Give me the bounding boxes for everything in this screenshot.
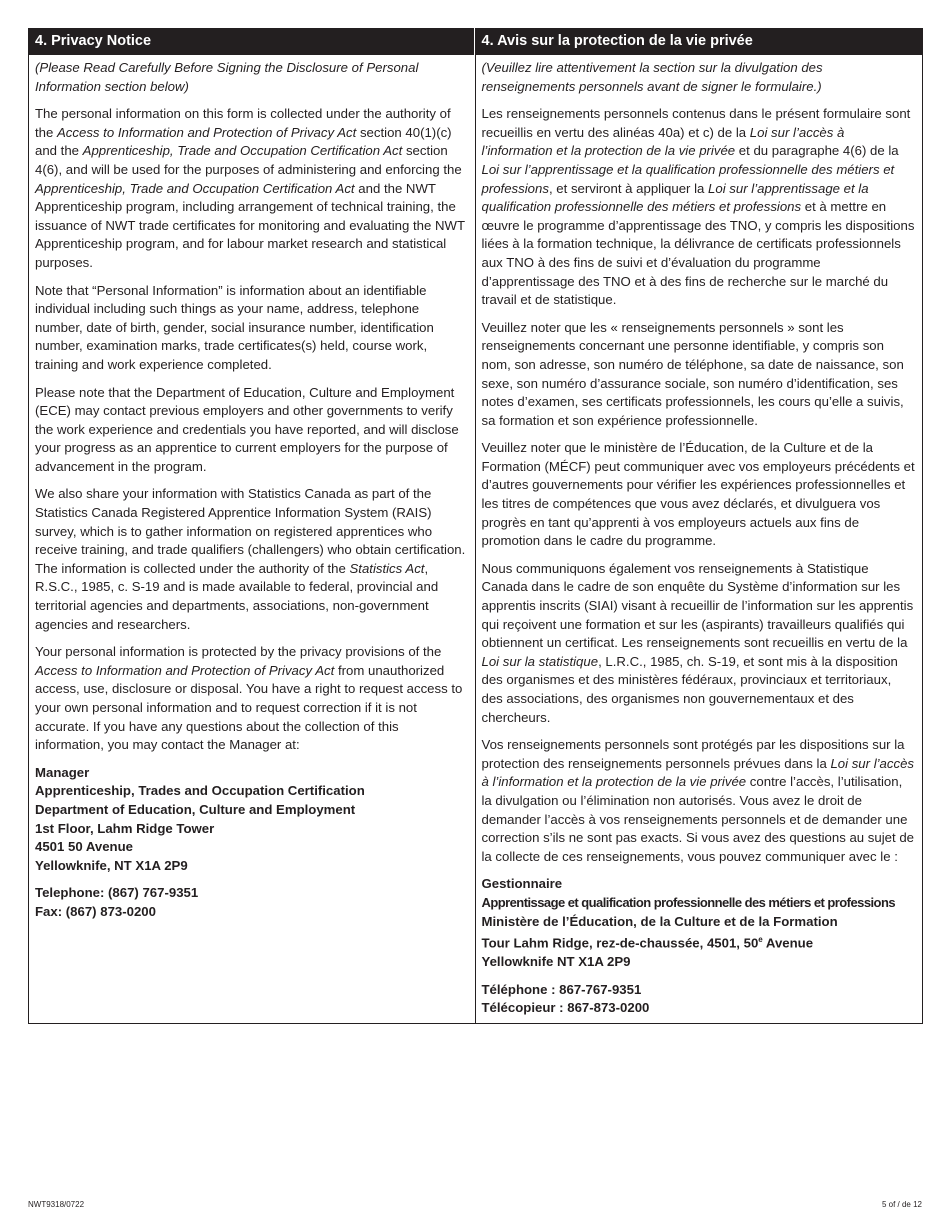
french-section-header: 4. Avis sur la protection de la vie privée bbox=[476, 28, 923, 55]
form-number: NWT9318/0722 bbox=[28, 1200, 85, 1209]
english-contact-address: Manager Apprenticeship, Trades and Occupation Certification Department of Education, Culture and Employment 1st Floor, Lahm Ridge Tower 4501 50 Avenue Yellowknife, NT X1A 2P9 bbox=[35, 764, 365, 873]
french-contact-address: Gestionnaire Apprentissage et qualification professionnelle des métiers et professions Ministère de l’Éducation, de la Culture et de la Formation Tour Lahm Ridge, rez-de-chaussée, 4501, 50e Avenue Yellowknife NT X1A 2P9 bbox=[481, 876, 896, 970]
page-number: 5 of / de 12 bbox=[881, 1200, 922, 1209]
french-intro: (Veuillez lire attentivement la section sur la divulgation des renseignements personnels avant de signer le formulaire.) bbox=[481, 60, 823, 94]
french-paragraph-collection-authority: Les renseignements personnels contenus dans le présent formulaire sont recueillis en vertu des alinéas 40a) et c) de la Loi sur l’accès à l’information et la protection de la vie privée et du paragraphe 4(6) de la Loi sur l’apprentissage et la qualification professionnelle des métiers et professions, et serviront à appliquer la Loi sur l’apprentissage et la qualification professionnelle des métiers et professions et à mettre en œuvre le programme d’apprentissage des TNO, y compris les dispositions liées à la formation technique, la délivrance de certificats professionnels aux TNO à des fins de suivi et d’évaluation du programme d’apprentissage des TNO et à des fins de recherche sur le marché du travail et de statistique. bbox=[481, 106, 915, 308]
french-paragraph-protection: Vos renseignements personnels sont protégés par les dispositions sur la protection des renseignements personnels prévues dans la Loi sur l’accès à l’information et la protection de la vie privée contre l’accès, l’utilisation, la divulgation ou l’élimination non autorisés. Vous avez le droit de demander l’accès à vos renseignements personnels et de demander une correction s’ils ne sont pas exacts. Si vous avez des questions au sujet de la collecte de ces renseignements, vous pouvez communiquer avec le : bbox=[481, 737, 915, 864]
french-paragraph-ece-contact: Veuillez noter que le ministère de l’Éducation, de la Culture et de la Formation (MÉCF) peut communiquer avec vos employeurs précédents et d’autres gouvernements pour vérifier les expériences professionnelles et les titres de compétences que vous avez déclarés, et divulguera vos progrès en tant qu’apprenti à vos employeurs actuels aux fins de promotion dans le cadre du programme. bbox=[481, 440, 915, 549]
english-paragraph-collection-authority: The personal information on this form is collected under the authority of the Access to Information and Protection of Privacy Act section 40(1)(c) and the Apprenticeship, Trade and Occupation Certification Act section 4(6), and will be used for the purposes of administering and enforcing the Apprenticeship, Trade and Occupation Certification Act and the NWT Apprenticeship program, including arrangement of technical training, the issuance of NWT trade certificates for monitoring and evaluating the NWT Apprenticeship program, and for labour market research and statistical purposes. bbox=[35, 106, 465, 270]
french-paragraph-personal-information: Veuillez noter que les « renseignements personnels » sont les renseignements concernant une personne identifiable, y compris son nom, son adresse, son numéro de téléphone, sa date de naissance, son sexe, son numéro d’assurance sociale, son numéro d’identification, ses notes d’examen, ses certificats professionnels, les cours qu’elle a suivis, sa formation et son expérience professionnelle. bbox=[481, 319, 904, 428]
french-column bbox=[476, 28, 923, 1023]
french-contact-phone-fax: Téléphone : 867-767-9351 Télécopieur : 867-873-0200 bbox=[481, 981, 650, 1016]
french-paragraph-statistics-canada: Nous communiquons également vos renseignements à Statistique Canada dans le cadre de son enquête du Système d’information sur les apprentis inscrits (SIAI) visant à recueillir de l’information sur les apprentis qui reçoivent une formation et sur les (aspirants) travailleurs qualifiés qui obtiennent un certificat. Les renseignements sont recueillis en vertu de la Loi sur la statistique, L.R.C., 1985, ch. S-19, et sont mis à la disposition des organismes et des ministères fédéraux, provinciaux et territoriaux, des associations, des organismes non gouvernementaux et des chercheurs. bbox=[481, 560, 914, 725]
english-intro: (Please Read Carefully Before Signing the Disclosure of Personal Information section below) bbox=[35, 60, 419, 94]
privacy-notice-table bbox=[28, 28, 923, 1024]
english-paragraph-ece-contact: Please note that the Department of Education, Culture and Employment (ECE) may contact previous employers and other governments to verify the work experience and credentials you have reported, and will disclose your progress as an apprentice to current employers for the purpose of advancement in the program. bbox=[35, 384, 459, 474]
english-contact-phone-fax: Telephone: (867) 767-9351 Fax: (867) 873-0200 bbox=[35, 885, 199, 919]
english-section-header: 4. Privacy Notice bbox=[29, 28, 475, 55]
english-paragraph-personal-information: Note that “Personal Information” is information about an identifiable individual including such things as your name, address, telephone number, date of birth, gender, social insurance number, identification number, examination marks, trade certificates(s) held, course work, training and work experience completed. bbox=[35, 282, 434, 372]
english-body bbox=[29, 55, 475, 927]
english-paragraph-protection: Your personal information is protected by the privacy provisions of the Access to Information and Protection of Privacy Act from unauthorized access, use, disclosure or disposal. You have a right to request access to your own personal information and to request correction if it is not accurate. If you have any questions about the collection of this information, you may contact the Manager at: bbox=[35, 644, 463, 753]
english-paragraph-statistics-canada: We also share your information with Statistics Canada as part of the Statistics Canada Registered Apprentice Information System (RAIS) survey, which is to gather information on registered apprentices who receive training, and trade qualifiers (challengers) who obtain certification. The information is collected under the authority of the Statistics Act, R.S.C., 1985, c. S-19 and is made available to federal, provincial and territorial agencies and departments, associations, non-government agencies and researchers. bbox=[35, 486, 466, 632]
english-column bbox=[29, 28, 476, 1023]
french-body bbox=[476, 55, 923, 1023]
